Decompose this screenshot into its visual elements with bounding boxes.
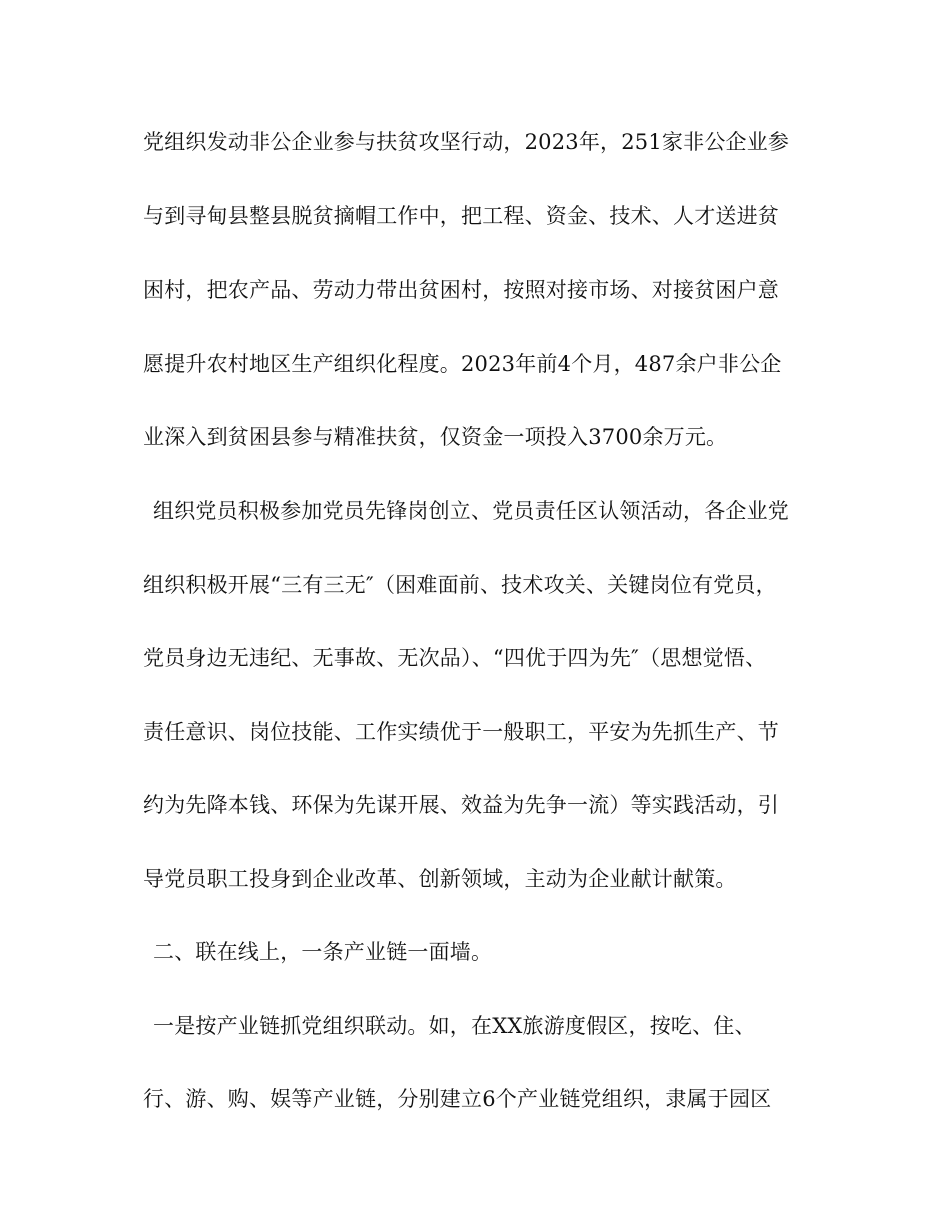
text-line-10: 约为先降本钱、环保为先谋开展、效益为先争一流）等实践活动，引 xyxy=(143,793,779,817)
text-line-13: 一是按产业链抓党组织联动。如，在XX旅游度假区，按吃、住、 xyxy=(153,1014,756,1038)
text-line-4: 愿提升农村地区生产组织化程度。2023年前4个月，487余户非公企 xyxy=(143,352,782,376)
text-line-7: 组织积极开展“三有三无″（困难面前、技术攻关、关键岗位有党员， xyxy=(143,573,777,597)
text-line-1: 党组织发动非公企业参与扶贫攻坚行动，2023年，251家非公企业参 xyxy=(143,130,790,154)
text-line-3: 困村，把农产品、劳动力带出贫困村，按照对接市场、对接贫困户意 xyxy=(143,278,779,302)
text-line-9: 责任意识、岗位技能、工作实绩优于一般职工，平安为先抓生产、节 xyxy=(143,720,779,744)
text-line-14: 行、游、购、娱等产业链，分别建立6个产业链党组织，隶属于园区 xyxy=(143,1087,772,1111)
text-line-11: 导党员职工投身到企业改革、创新领域，主动为企业献计献策。 xyxy=(143,867,737,891)
text-line-5: 业深入到贫困县参与精准扶贫，仅资金一项投入3700余万元。 xyxy=(143,425,728,449)
text-line-2: 与到寻甸县整县脱贫摘帽工作中，把工程、资金、技术、人才送进贫 xyxy=(143,204,779,228)
section-heading: 二、联在线上，一条产业链一面墙。 xyxy=(153,940,493,964)
text-line-8: 党员身边无违纪、无事故、无次品）、“四优于四为先″（思想觉悟、 xyxy=(143,646,767,670)
text-line-6: 组织党员积极参加党员先锋岗创立、党员责任区认领活动，各企业党 xyxy=(153,499,789,523)
